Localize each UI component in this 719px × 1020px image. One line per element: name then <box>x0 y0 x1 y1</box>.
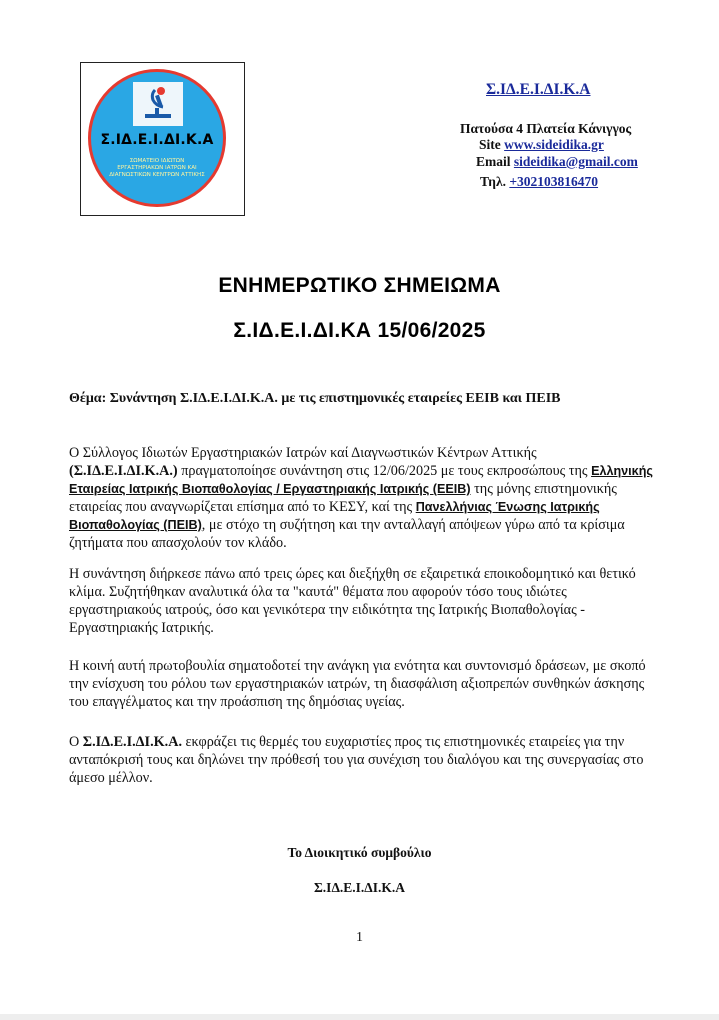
p4-acronym: Σ.ΙΔ.Ε.Ι.ΔΙ.Κ.Α. <box>82 734 182 750</box>
page-number: 1 <box>356 930 363 945</box>
logo-frame <box>80 62 245 216</box>
signature-board: Το Διοικητικό συμβούλιο <box>287 845 432 860</box>
email-label: Email <box>476 154 511 169</box>
p1-text3: της μόνης επιστημονικής εταιρείας που αναγνωρίζεται επίσημα από το ΚΕΣΥ, καί της <box>69 481 617 515</box>
viewer-bottom-strip <box>0 1014 719 1020</box>
p4-lead: Ο <box>69 734 83 750</box>
p1-line1: Ο Σύλλογος Ιδιωτών Εργαστηριακών Ιατρών καί Διαγνωστικών Κέντρων Αττικής <box>69 445 537 461</box>
p1-text4: , με στόχο τη συζήτηση και την ανταλλαγή απόψεων γύρω από τα κρίσιμα ζητήματα που απασχολούν τον κλάδο. <box>69 517 625 551</box>
phone-label: Τηλ. <box>480 174 506 189</box>
site-line <box>479 137 604 153</box>
email-link[interactable]: sideidika@gmail.com <box>513 154 638 169</box>
signature-org: Σ.ΙΔ.Ε.Ι.ΔΙ.Κ.Α <box>313 880 406 895</box>
subject-line: Θέμα: Συνάντηση Σ.ΙΔ.Ε.Ι.ΔΙ.Κ.Α. με τις επιστημονικές εταιρείες ΕΕΙΒ και ΠΕΙΒ <box>69 391 561 406</box>
phone-line <box>480 174 598 190</box>
phone-link[interactable]: +302103816470 <box>509 174 599 189</box>
peib-name: Πανελλήνιας Ένωσης Ιατρικής Βιοπαθολογίας (ΠΕΙΒ) <box>69 500 600 532</box>
logo-title: Σ.ΙΔ.Ε.Ι.ΔΙ.Κ.Α <box>100 132 214 148</box>
document-subtitle: Σ.ΙΔ.Ε.Ι.ΔΙ.ΚΑ 15/06/2025 <box>233 319 486 342</box>
paragraph-4 <box>69 733 659 787</box>
p1-acronym: (Σ.ΙΔ.Ε.Ι.ΔΙ.Κ.Α.) <box>69 463 178 479</box>
p4-text: εκφράζει τις θερμές του ευχαριστίες προς τις επιστημονικές εταιρείες για την ανταπόκρισή τους και δηλώνει την πρόθεσή του για συνέχιση του διαλόγου και της συνεργασίας στο άμεσο μέλλον. <box>69 734 644 786</box>
site-link[interactable]: www.sideidika.gr <box>504 137 604 152</box>
microscope-icon <box>133 82 183 126</box>
paragraph-2: Η συνάντηση διήρκεσε πάνω από τρεις ώρες και διεξήχθη σε εξαιρετικά εποικοδομητικό και θετικό κλίμα. Συζητήθηκαν αναλυτικά όλα τα "καυτά" θέματα που αφορούν τόσο τους ιδιώτες εργαστηριακούς ιατρούς, όσο και γενικότερα την ειδικότητα της Ιατρικής Βιοπαθολογίας - Εργαστηριακής Ιατρικής. <box>69 566 636 636</box>
document-title: ΕΝΗΜΕΡΩΤΙΚΟ ΣΗΜΕΙΩΜΑ <box>218 274 501 297</box>
paragraph-1 <box>69 444 659 552</box>
logo-emblem <box>88 69 226 207</box>
site-label: Site <box>479 137 501 152</box>
logo-subtitle: ΣΩΜΑΤΕΙΟ ΙΔΙΩΤΩΝ ΕΡΓΑΣΤΗΡΙΑΚΩΝ ΙΑΤΡΩΝ ΚΑΙ ΔΙΑΓΝΩΣΤΙΚΩΝ ΚΕΝΤΡΩΝ ΑΤΤΙΚΗΣ <box>109 158 205 178</box>
paragraph-3: Η κοινή αυτή πρωτοβουλία σηματοδοτεί την ανάγκη για ενότητα και συντονισμό δράσεων, με σκοπό την ενίσχυση του ρόλου των εργαστηριακών ιατρών, τη διασφάλιση αξιοπρεπών συνθηκών άσκησης του επαγγέλματος και την προάσπιση της δημόσιας υγείας. <box>69 658 646 710</box>
eeib-name: Ελληνικής Εταιρείας Ιατρικής Βιοπαθολογίας / Εργαστηριακής Ιατρικής (ΕΕΙΒ) <box>69 464 653 496</box>
address: Πατούσα 4 Πλατεία Κάνιγγος <box>460 121 632 136</box>
email-line <box>476 154 638 170</box>
p1-text2: πραγματοποίησε συνάντηση στις 12/06/2025 με τους εκπροσώπους της <box>177 463 588 479</box>
org-name-link[interactable]: Σ.ΙΔ.Ε.Ι.ΔΙ.Κ.Α <box>486 81 591 98</box>
